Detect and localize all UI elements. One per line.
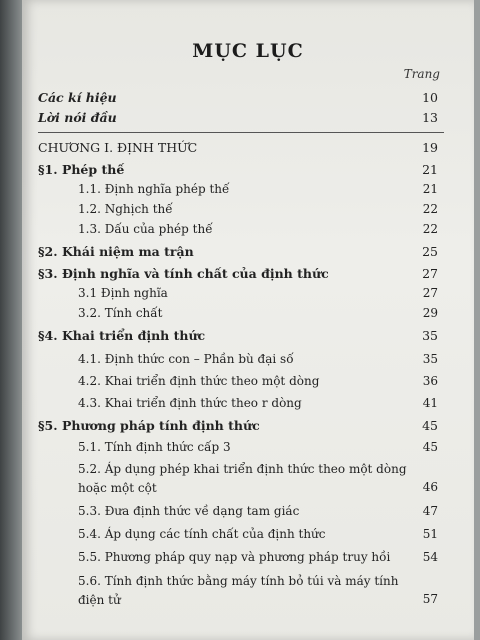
toc-entry-page: 21: [422, 162, 438, 177]
toc-entry-page: 29: [422, 306, 438, 320]
toc-entry-label: 5.4. Áp dụng các tính chất của định thức: [78, 527, 326, 541]
toc-entry-page: 36: [422, 374, 438, 388]
toc-entry-label: §4. Khai triển định thức: [38, 328, 206, 343]
toc-entry-label: CHƯƠNG I. ĐỊNH THỨC: [38, 140, 198, 155]
toc-entry-page: 45: [422, 418, 438, 433]
toc-entry-page: 46: [422, 480, 438, 494]
toc-entry-label: Lời nói đầu: [38, 110, 117, 125]
toc-entry-page: 25: [422, 244, 438, 259]
page-title: MỤC LỤC: [192, 40, 304, 62]
toc-entry-page: 22: [422, 202, 438, 216]
toc-entry-page: 45: [422, 440, 438, 454]
toc-entry-label: 1.3. Dấu của phép thế: [78, 222, 213, 236]
toc-entry-label: 1.2. Nghịch thế: [78, 202, 173, 216]
toc-entry-page: 35: [422, 328, 438, 343]
toc-entry-label: §2. Khái niệm ma trận: [38, 244, 194, 259]
toc-entry-page: 10: [422, 90, 438, 105]
page-right-edge: [474, 0, 480, 640]
book-spine-shadow: [0, 0, 22, 640]
toc-entry-page: 57: [422, 592, 438, 606]
toc-entry-page: 54: [422, 550, 438, 564]
toc-entry-label: §5. Phương pháp tính định thức: [38, 418, 260, 433]
toc-entry-label: 5.2. Áp dụng phép khai triển định thức theo một dòng hoặc một cột: [78, 462, 407, 495]
toc-entry-label: 5.3. Đưa định thức về dạng tam giác: [78, 504, 300, 518]
toc-entry-page: 35: [422, 352, 438, 366]
toc-entry-label: 1.1. Định nghĩa phép thế: [78, 182, 230, 196]
toc-entry-page: 51: [422, 527, 438, 541]
toc-entry-label: 5.5. Phương pháp quy nạp và phương pháp truy hồi: [78, 550, 391, 564]
page-column-header: Trang: [403, 67, 440, 81]
toc-entry-page: 27: [422, 266, 438, 281]
toc-subsection: [22, 572, 474, 612]
toc-entry-page: 13: [422, 110, 438, 125]
toc-page: [22, 0, 474, 640]
toc-entry-page: 41: [422, 396, 438, 410]
toc-entry-label: 3.1 Định nghĩa: [78, 286, 168, 300]
toc-entry-label: 5.1. Tính định thức cấp 3: [78, 440, 231, 454]
toc-entry-label: 4.1. Định thức con – Phần bù đại số: [78, 352, 294, 366]
toc-entry-label: 3.2. Tính chất: [78, 306, 163, 320]
toc-entry-page: 19: [422, 140, 438, 155]
toc-entry-label: 4.3. Khai triển định thức theo r dòng: [78, 396, 302, 410]
toc-entry-page: 21: [422, 182, 438, 196]
toc-subsection: [22, 460, 474, 500]
toc-entry-page: 27: [422, 286, 438, 300]
divider: [38, 132, 444, 133]
toc-entry-page: 47: [422, 504, 438, 518]
toc-entry-label: Các kí hiệu: [38, 90, 117, 105]
toc-entry-page: 22: [422, 222, 438, 236]
toc-entry-label: 4.2. Khai triển định thức theo một dòng: [78, 374, 320, 388]
toc-entry-label: §3. Định nghĩa và tính chất của định thức: [38, 266, 329, 281]
toc-entry-label: 5.6. Tính định thức bằng máy tính bỏ túi và máy tính điện tử: [78, 574, 399, 607]
toc-entry-label: §1. Phép thế: [38, 162, 125, 177]
